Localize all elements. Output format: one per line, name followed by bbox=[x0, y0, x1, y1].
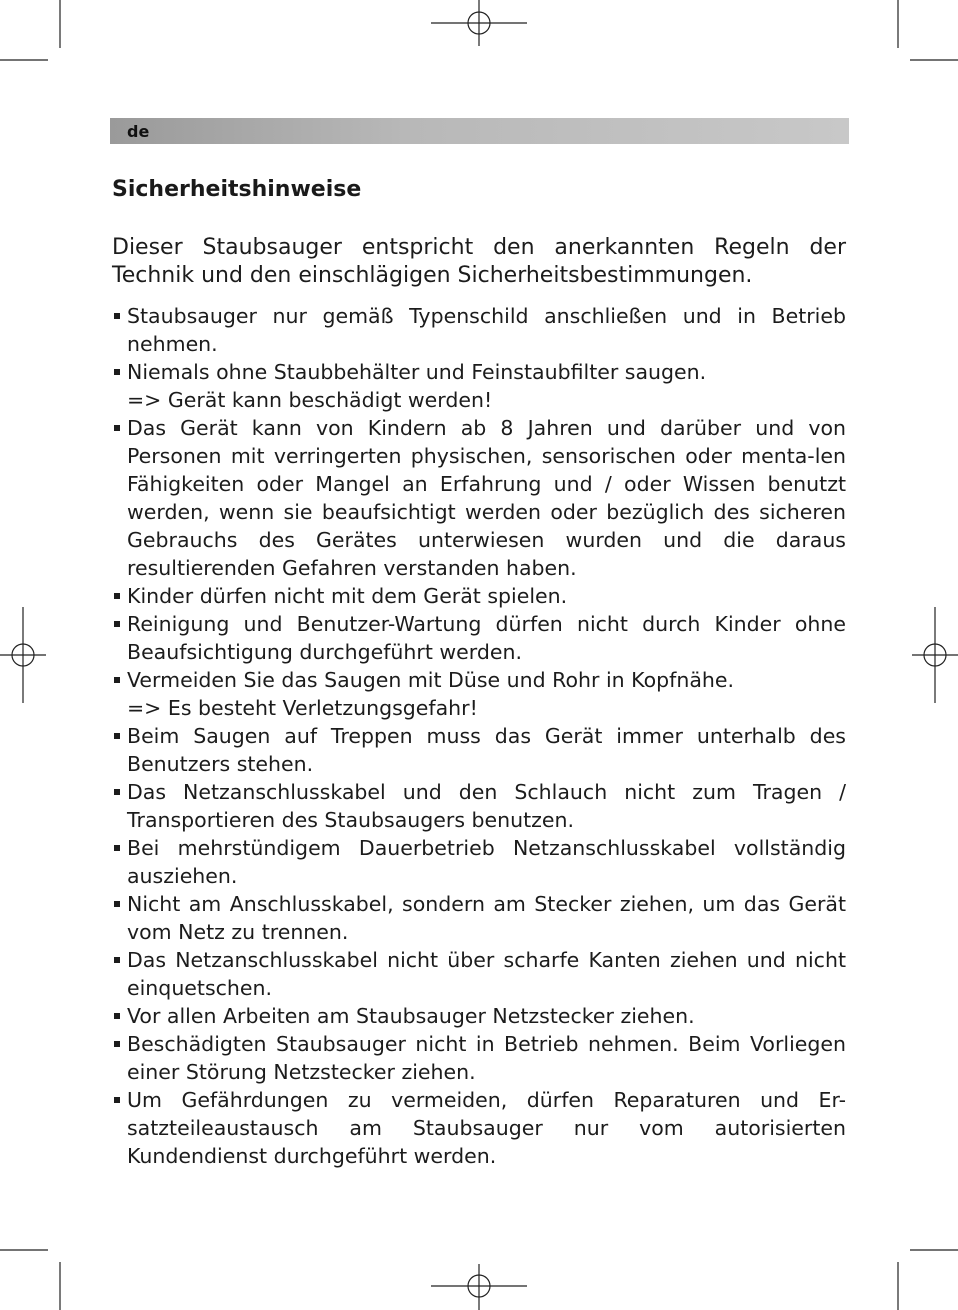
rule-text: Reinigung und Benutzer-Wartung dürfen nicht durch Kinder ohne Beaufsichtigung durchgeführt werden. bbox=[127, 612, 846, 664]
list-item bbox=[112, 778, 846, 834]
list-item bbox=[112, 610, 846, 666]
list-item bbox=[112, 358, 846, 414]
rule-warning-note: => Es besteht Verletzungsgefahr! bbox=[127, 696, 478, 720]
rule-text: Bei mehrstündigem Dauerbetrieb Netzanschlusskabel vollständig ausziehen. bbox=[127, 836, 846, 888]
list-item bbox=[112, 834, 846, 890]
rule-text: Beim Saugen auf Treppen muss das Gerät immer unterhalb des Benutzers stehen. bbox=[127, 724, 846, 776]
language-code: de bbox=[127, 122, 150, 141]
rule-text: Um Gefährdungen zu vermeiden, dürfen Reparaturen und Er-satzteileaustausch am Staubsauger nur vom autorisierten Kundendienst durchgeführt werden. bbox=[127, 1088, 846, 1168]
rule-text: Vermeiden Sie das Saugen mit Düse und Rohr in Kopfnähe. bbox=[127, 668, 735, 692]
list-item bbox=[112, 722, 846, 778]
list-item bbox=[112, 890, 846, 946]
rule-text: Vor allen Arbeiten am Staubsauger Netzstecker ziehen. bbox=[127, 1004, 695, 1028]
intro-paragraph bbox=[112, 234, 846, 290]
rule-text: Staubsauger nur gemäß Typenschild anschließen und in Betrieb nehmen. bbox=[127, 304, 846, 356]
rule-text: Das Netzanschlusskabel und den Schlauch nicht zum Tragen / Transportieren des Staubsaugers benutzen. bbox=[127, 780, 846, 832]
rule-text: Niemals ohne Staubbehälter und Feinstaubfilter saugen. bbox=[127, 360, 707, 384]
rule-text: Das Gerät kann von Kindern ab 8 Jahren und darüber und von Personen mit verringerten physischen, sensorischen oder menta-len Fähigkeiten oder Mangel an Erfahrung und / oder Wissen benutzt werden, wenn sie beaufsichtigt werden oder bezüglich des sicheren Gebrauchs des Gerätes unterwiesen wurden und die daraus resultierenden Gefahren verstanden haben. bbox=[127, 416, 846, 580]
list-item bbox=[112, 1002, 846, 1030]
rule-text: Das Netzanschlusskabel nicht über scharfe Kanten ziehen und nicht einquetschen. bbox=[127, 948, 846, 1000]
list-item bbox=[112, 414, 846, 582]
language-header-bar bbox=[110, 118, 849, 144]
rule-warning-note: => Gerät kann beschädigt werden! bbox=[127, 388, 493, 412]
safety-rules-list bbox=[112, 302, 846, 1170]
list-item bbox=[112, 666, 846, 722]
list-item bbox=[112, 946, 846, 1002]
list-item bbox=[112, 582, 846, 610]
rule-text: Beschädigten Staubsauger nicht in Betrieb nehmen. Beim Vorliegen einer Störung Netzstecker ziehen. bbox=[127, 1032, 846, 1084]
intro-line-2: Technik und den einschlägigen Sicherheitsbestimmungen. bbox=[112, 263, 753, 288]
intro-line-1: Dieser Staubsauger entspricht den anerkannten Regeln der bbox=[112, 235, 846, 260]
list-item bbox=[112, 1030, 846, 1086]
section-title: Sicherheitshinweise bbox=[112, 177, 362, 202]
rule-text: Nicht am Anschlusskabel, sondern am Stecker ziehen, um das Gerät vom Netz zu trennen. bbox=[127, 892, 846, 944]
list-item bbox=[112, 1086, 846, 1170]
rule-text: Kinder dürfen nicht mit dem Gerät spielen. bbox=[127, 584, 568, 608]
list-item bbox=[112, 302, 846, 358]
